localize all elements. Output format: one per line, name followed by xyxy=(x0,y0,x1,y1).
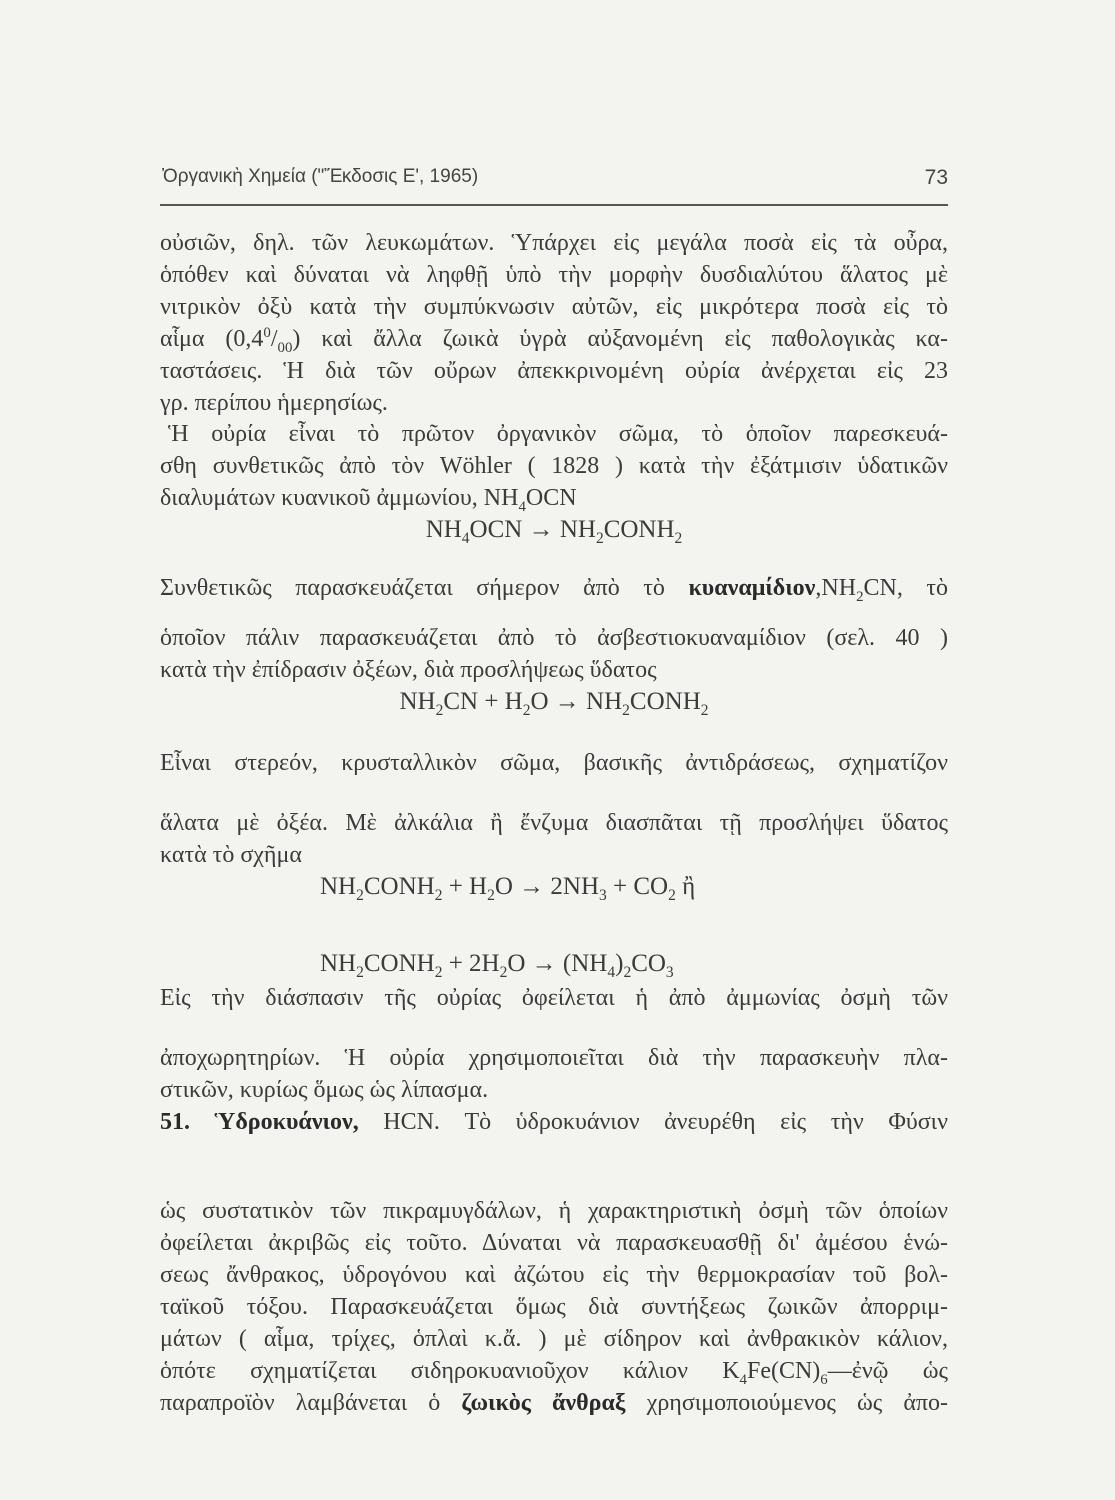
text-segment: ὁπόθεν καὶ δύναται νὰ ληφθῇ ὑπὸ τὴν μορφὴν δυσδιαλύτου ἅλατος μὲ xyxy=(160,262,948,288)
running-header-title: Ὀργανικὴ Χημεία ("Ἔκδοσις Ε', 1965) xyxy=(162,166,479,187)
text-segment: ὡς συστατικὸν τῶν πικραμυγδάλων, ἡ χαρακτηριστικὴ ὀσμὴ τῶν ὁποίων xyxy=(160,1198,948,1224)
text-line xyxy=(160,1387,948,1419)
text-segment: Ἡ οὐρία εἶναι τὸ πρῶτον ὀργανικὸν σῶμα, τὸ ὁποῖον παρεσκευά- xyxy=(168,421,948,447)
text-segment: σεως ἄνθρακος, ὑδρογόνου καὶ ἀζώτου εἰς τὴν θερμοκρασίαν τοῦ βολ- xyxy=(160,1262,948,1288)
equation-line xyxy=(320,871,960,903)
page-number: 73 xyxy=(924,166,948,189)
subscript: 4 xyxy=(607,964,616,981)
text-segment: ὀφείλεται ἀκριβῶς εἰς τοῦτο. Δύναται νὰ παρασκευασθῇ δι' ἀμέσου ἑνώ- xyxy=(160,1230,948,1256)
subscript: 2 xyxy=(487,887,495,904)
text-segment: γρ. περίπου ἡμερησίως. xyxy=(160,390,388,416)
text-line xyxy=(160,1227,948,1259)
text-segment: + CO xyxy=(606,873,669,900)
text-segment: CONH xyxy=(629,688,701,715)
text-line xyxy=(160,482,948,514)
subscript: 2 xyxy=(668,887,676,904)
text-line xyxy=(160,1259,948,1291)
text-segment: ἢ xyxy=(675,873,696,900)
text-line xyxy=(160,1323,948,1355)
text-segment: χρησιμοποιούμενος ὡς ἀπο- xyxy=(625,1390,949,1416)
text-segment: ,NH xyxy=(815,575,857,601)
text-segment: O → NH xyxy=(530,688,623,715)
subscript: 2 xyxy=(595,530,604,547)
text-line xyxy=(160,1042,948,1074)
text-line xyxy=(160,1195,948,1227)
text-segment: ἅλατα μὲ ὀξέα. Μὲ ἀλκάλια ἢ ἔνζυμα διασπᾶται τῇ προσλήψει ὕδατος xyxy=(160,810,948,836)
bold-term: ζωικὸς ἄνθραξ xyxy=(461,1390,626,1416)
text-segment: O → (NH xyxy=(507,950,608,977)
text-segment: Εἶναι στερεόν, κρυσταλλικὸν σῶμα, βασικῆς ἀντιδράσεως, σχηματίζον xyxy=(160,750,948,776)
text-segment: Fe(CN) xyxy=(746,1358,821,1384)
text-segment: NH xyxy=(320,950,357,977)
text-segment: σθη συνθετικῶς ἀπὸ τὸν Wöhler ( 1828 ) κατὰ τὴν ἐξάτμισιν ὑδατικῶν xyxy=(160,453,948,479)
text-segment: CN, τὸ xyxy=(863,575,949,601)
text-line xyxy=(160,982,948,1014)
subscript: 2 xyxy=(856,588,864,605)
text-segment: κατὰ τὸ σχῆμα xyxy=(160,842,302,868)
text-segment: ὁπότε σχηματίζεται σιδηροκυανιοῦχον κάλιον K xyxy=(160,1358,740,1384)
text-segment: νιτρικὸν ὀξὺ κατὰ τὴν συμπύκνωσιν αὐτῶν, εἰς μικρότερα ποσὰ εἰς τὸ xyxy=(160,294,948,320)
text-line xyxy=(160,259,948,291)
text-line xyxy=(160,387,948,419)
equation-line xyxy=(320,948,960,980)
text-segment: CO xyxy=(631,950,666,977)
subscript: 2 xyxy=(434,964,443,981)
text-line xyxy=(160,807,948,839)
text-segment: CONH xyxy=(603,516,675,543)
subscript: 2 xyxy=(434,887,443,904)
subscript: 3 xyxy=(665,964,674,981)
text-segment: ) xyxy=(615,950,624,977)
text-line xyxy=(160,1291,948,1323)
text-segment: NH xyxy=(399,688,436,715)
subscript: 2 xyxy=(623,964,632,981)
text-segment: κατὰ τὴν ἐπίδρασιν ὀξέων, διὰ προσλήψεως ὕδατος xyxy=(160,657,657,683)
subscript: 3 xyxy=(599,887,607,904)
subscript: 4 xyxy=(461,530,470,547)
subscript: 2 xyxy=(674,530,683,547)
text-line xyxy=(160,1355,948,1387)
subscript: 2 xyxy=(356,964,364,981)
text-line xyxy=(160,654,948,686)
text-segment: ) καὶ ἄλλα ζωικὰ ὑγρὰ αὐξανομένη εἰς παθολογικὰς κα- xyxy=(292,326,948,352)
text-line xyxy=(160,291,948,323)
text-line xyxy=(160,839,948,871)
text-segment: + H xyxy=(442,873,488,900)
text-line xyxy=(160,418,948,450)
text-segment: στικῶν, κυρίως ὅμως ὡς λίπασμα. xyxy=(160,1077,489,1103)
text-segment: παραπροϊὸν λαμβάνεται ὁ xyxy=(160,1390,462,1416)
text-line xyxy=(160,323,948,355)
text-segment: CONH xyxy=(363,950,435,977)
subscript: 2 xyxy=(622,702,630,719)
text-segment: / xyxy=(270,326,278,352)
text-segment: CONH xyxy=(363,873,435,900)
bold-term: κυαναμίδιον xyxy=(688,575,816,601)
equation-line xyxy=(160,514,948,546)
text-segment: οὐσιῶν, δηλ. τῶν λευκωμάτων. Ὑπάρχει εἰς μεγάλα ποσὰ εἰς τὰ οὖρα, xyxy=(160,230,948,256)
text-line xyxy=(160,622,948,654)
text-segment: ὁποῖον πάλιν παρασκευάζεται ἀπὸ τὸ ἀσβεστιοκυαναμίδιον (σελ. 40 ) xyxy=(160,625,948,651)
text-line xyxy=(160,747,948,779)
subscript: 2 xyxy=(435,702,444,719)
text-line xyxy=(160,1074,948,1106)
text-segment: + 2H xyxy=(442,950,500,977)
text-line xyxy=(160,450,948,482)
text-line xyxy=(160,227,948,259)
text-segment: NH xyxy=(320,873,357,900)
text-segment: διαλυμάτων κυανικοῦ ἀμμωνίου, NH xyxy=(160,485,519,511)
text-segment: OCN → NH xyxy=(469,516,596,543)
text-segment: αἷμα (0,4 xyxy=(160,326,264,352)
subscript: 00 xyxy=(277,339,293,356)
text-segment: —ἐνῷ ὡς xyxy=(827,1358,948,1384)
text-segment: NH xyxy=(425,516,462,543)
subscript: 4 xyxy=(518,498,526,515)
subscript: 2 xyxy=(700,702,709,719)
text-line xyxy=(160,572,948,604)
subscript: 2 xyxy=(499,964,508,981)
text-segment: Συνθετικῶς παρασκευάζεται σήμερον ἀπὸ τὸ xyxy=(160,575,689,601)
text-segment: μάτων ( αἷμα, τρίχες, ὁπλαὶ κ.ἄ. ) μὲ σίδηρον καὶ ἀνθρακικὸν κάλιον, xyxy=(160,1326,948,1352)
header-rule xyxy=(160,204,948,206)
text-line xyxy=(160,1106,948,1138)
superscript: 0 xyxy=(263,325,271,341)
subscript: 2 xyxy=(356,887,364,904)
text-segment: ἀποχωρητηρίων. Ἡ οὐρία χρησιμοποιεῖται διὰ τὴν παρασκευὴν πλα- xyxy=(160,1045,948,1071)
subscript: 2 xyxy=(522,702,531,719)
subscript: 6 xyxy=(820,1371,828,1388)
text-segment: CN + H xyxy=(443,688,523,715)
text-segment: O → 2NH xyxy=(494,873,600,900)
bold-term: 51. Ὑδροκυάνιον, xyxy=(160,1109,359,1135)
text-segment: OCN xyxy=(525,485,577,511)
text-segment: ταστάσεις. Ἡ διὰ τῶν οὔρων ἀπεκκρινομένη οὐρία ἀνέρχεται εἰς 23 xyxy=(160,358,948,384)
text-line xyxy=(160,355,948,387)
subscript: 4 xyxy=(739,1371,747,1388)
text-segment: HCN. Τὸ ὑδροκυάνιον ἀνευρέθη εἰς τὴν Φύσιν xyxy=(358,1109,948,1135)
text-segment: ταϊκοῦ τόξου. Παρασκευάζεται ὅμως διὰ συντήξεως ζωικῶν ἀπορριμ- xyxy=(160,1294,948,1320)
equation-line xyxy=(160,686,948,718)
text-segment: Εἰς τὴν διάσπασιν τῆς οὐρίας ὀφείλεται ἡ ἀπὸ ἀμμωνίας ὀσμὴ τῶν xyxy=(160,985,948,1011)
